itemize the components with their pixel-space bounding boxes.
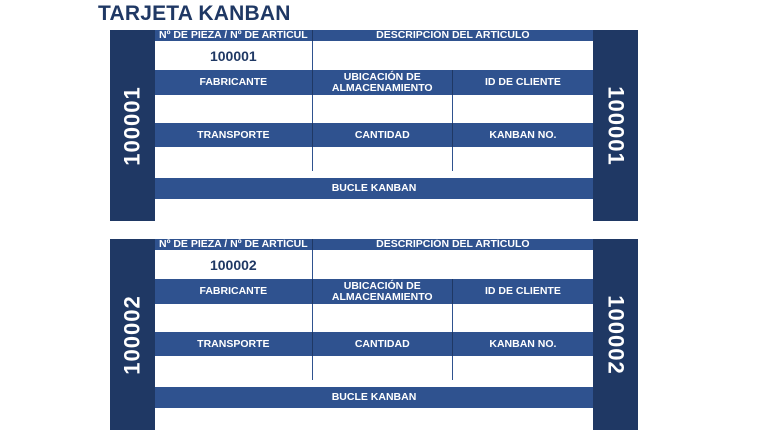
field-part-number-value[interactable]: 100002 bbox=[155, 250, 313, 279]
value-row-transport-quantity-kanban bbox=[155, 147, 593, 171]
row-spacer bbox=[155, 171, 593, 178]
header-manufacturer: FABRICANTE bbox=[155, 279, 313, 304]
field-kanban-no-value[interactable] bbox=[453, 147, 593, 171]
header-storage-location: UBICACIÓN DE ALMACENAMIENTO bbox=[313, 70, 453, 95]
field-transport-value[interactable] bbox=[155, 356, 313, 380]
field-quantity-value[interactable] bbox=[313, 147, 453, 171]
card-right-rail bbox=[593, 30, 638, 221]
header-row-transport-quantity-kanban bbox=[155, 332, 593, 356]
header-transport: TRANSPORTE bbox=[155, 332, 313, 356]
page-title: TARJETA KANBAN bbox=[98, 2, 291, 25]
field-manufacturer-value[interactable] bbox=[155, 95, 313, 123]
field-transport-value[interactable] bbox=[155, 147, 313, 171]
header-row-part-description bbox=[155, 30, 593, 41]
field-part-number-value[interactable]: 100001 bbox=[155, 41, 313, 70]
field-kanban-loop-value[interactable] bbox=[155, 408, 593, 430]
header-kanban-loop: BUCLE KANBAN bbox=[155, 387, 593, 408]
field-storage-location-value[interactable] bbox=[313, 95, 453, 123]
header-row-mfr-storage-customer bbox=[155, 279, 593, 304]
header-kanban-no: KANBAN NO. bbox=[453, 332, 593, 356]
header-description: DESCRIPCIÓN DEL ARTÍCULO bbox=[313, 239, 593, 250]
header-kanban-loop: BUCLE KANBAN bbox=[155, 178, 593, 199]
value-row-transport-quantity-kanban bbox=[155, 356, 593, 380]
card-right-rail-label: 100001 bbox=[603, 85, 629, 166]
header-quantity: CANTIDAD bbox=[313, 123, 453, 147]
value-row-part-description bbox=[155, 41, 593, 70]
card-body bbox=[155, 239, 593, 430]
value-row-mfr-storage-customer bbox=[155, 304, 593, 332]
row-spacer bbox=[155, 380, 593, 387]
field-kanban-no-value[interactable] bbox=[453, 356, 593, 380]
header-storage-location: UBICACIÓN DE ALMACENAMIENTO bbox=[313, 279, 453, 304]
field-customer-id-value[interactable] bbox=[453, 95, 593, 123]
header-customer-id: ID DE CLIENTE bbox=[453, 70, 593, 95]
card-left-rail bbox=[110, 239, 155, 430]
value-row-part-description bbox=[155, 250, 593, 279]
field-description-value[interactable] bbox=[313, 250, 593, 279]
field-customer-id-value[interactable] bbox=[453, 304, 593, 332]
header-row-kanban-loop bbox=[155, 178, 593, 199]
header-manufacturer: FABRICANTE bbox=[155, 70, 313, 95]
field-kanban-loop-value[interactable] bbox=[155, 199, 593, 221]
header-part-number: Nº DE PIEZA / Nº DE ARTÍCUL bbox=[155, 30, 313, 41]
header-quantity: CANTIDAD bbox=[313, 332, 453, 356]
card-left-rail-label: 100001 bbox=[119, 85, 145, 166]
value-row-kanban-loop bbox=[155, 408, 593, 430]
value-row-mfr-storage-customer bbox=[155, 95, 593, 123]
field-manufacturer-value[interactable] bbox=[155, 304, 313, 332]
field-description-value[interactable] bbox=[313, 41, 593, 70]
card-left-rail bbox=[110, 30, 155, 221]
header-row-mfr-storage-customer bbox=[155, 70, 593, 95]
header-row-kanban-loop bbox=[155, 387, 593, 408]
value-row-kanban-loop bbox=[155, 199, 593, 221]
card-right-rail bbox=[593, 239, 638, 430]
header-customer-id: ID DE CLIENTE bbox=[453, 279, 593, 304]
header-row-transport-quantity-kanban bbox=[155, 123, 593, 147]
card-right-rail-label: 100002 bbox=[603, 294, 629, 375]
card-body bbox=[155, 30, 593, 221]
header-transport: TRANSPORTE bbox=[155, 123, 313, 147]
header-description: DESCRIPCIÓN DEL ARTÍCULO bbox=[313, 30, 593, 41]
card-left-rail-label: 100002 bbox=[119, 294, 145, 375]
header-row-part-description bbox=[155, 239, 593, 250]
field-quantity-value[interactable] bbox=[313, 356, 453, 380]
header-kanban-no: KANBAN NO. bbox=[453, 123, 593, 147]
header-part-number: Nº DE PIEZA / Nº DE ARTÍCUL bbox=[155, 239, 313, 250]
kanban-card bbox=[110, 239, 638, 430]
kanban-card bbox=[110, 30, 638, 221]
field-storage-location-value[interactable] bbox=[313, 304, 453, 332]
